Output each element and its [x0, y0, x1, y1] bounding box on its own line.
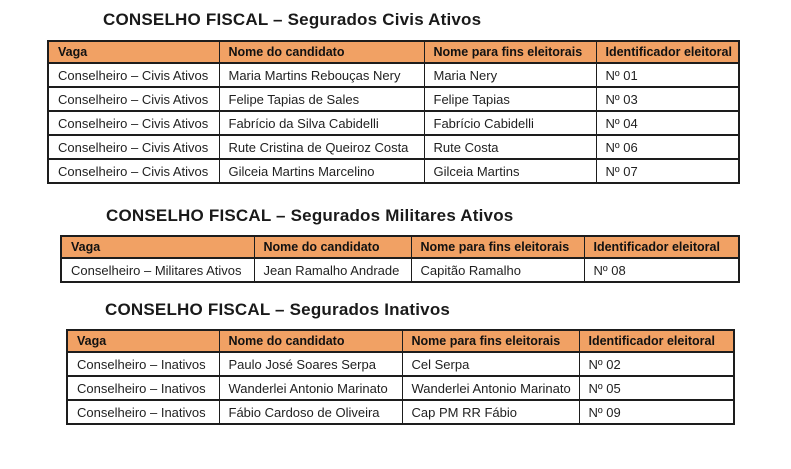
table-row [67, 376, 734, 400]
table-civis-ativos [47, 40, 740, 184]
table-cell: Nº 05 [579, 376, 734, 400]
column-header: Vaga [48, 41, 219, 63]
table-row [48, 159, 739, 183]
table-cell: Conselheiro – Civis Ativos [48, 63, 219, 87]
table-row [48, 63, 739, 87]
table-row [48, 111, 739, 135]
table-cell: Maria Nery [424, 63, 596, 87]
table-cell: Nº 08 [584, 258, 739, 282]
table-cell: Rute Cristina de Queiroz Costa [219, 135, 424, 159]
table-row [48, 135, 739, 159]
table-cell: Gilceia Martins [424, 159, 596, 183]
section-title-civis-ativos: CONSELHO FISCAL – Segurados Civis Ativos [103, 10, 482, 29]
table-cell: Paulo José Soares Serpa [219, 352, 402, 376]
table-header-row [67, 330, 734, 352]
table-cell: Felipe Tapias [424, 87, 596, 111]
table-cell: Conselheiro – Civis Ativos [48, 111, 219, 135]
table-row [67, 400, 734, 424]
table-cell: Capitão Ramalho [411, 258, 584, 282]
table-cell: Conselheiro – Inativos [67, 376, 219, 400]
column-header: Vaga [67, 330, 219, 352]
table-row [61, 258, 739, 282]
table-cell: Cel Serpa [402, 352, 579, 376]
table-cell: Nº 09 [579, 400, 734, 424]
table-cell: Gilceia Martins Marcelino [219, 159, 424, 183]
table-cell: Fabrício Cabidelli [424, 111, 596, 135]
table-cell: Nº 03 [596, 87, 739, 111]
column-header: Nome para fins eleitorais [402, 330, 579, 352]
table-cell: Conselheiro – Inativos [67, 400, 219, 424]
table-cell: Conselheiro – Civis Ativos [48, 87, 219, 111]
column-header: Nome do candidato [219, 330, 402, 352]
table-header-row [48, 41, 739, 63]
table-inativos [66, 329, 735, 425]
table-cell: Fábio Cardoso de Oliveira [219, 400, 402, 424]
table-cell: Cap PM RR Fábio [402, 400, 579, 424]
column-header: Identificador eleitoral [584, 236, 739, 258]
table-row [67, 352, 734, 376]
table-cell: Conselheiro – Militares Ativos [61, 258, 254, 282]
table-row [48, 87, 739, 111]
column-header: Nome do candidato [254, 236, 411, 258]
table-cell: Conselheiro – Civis Ativos [48, 135, 219, 159]
table-cell: Maria Martins Rebouças Nery [219, 63, 424, 87]
table-cell: Rute Costa [424, 135, 596, 159]
table-cell: Wanderlei Antonio Marinato [219, 376, 402, 400]
column-header: Vaga [61, 236, 254, 258]
column-header: Nome para fins eleitorais [411, 236, 584, 258]
table-cell: Nº 01 [596, 63, 739, 87]
section-title-inativos: CONSELHO FISCAL – Segurados Inativos [105, 300, 451, 319]
section-title-militares-ativos: CONSELHO FISCAL – Segurados Militares Ativos [106, 206, 514, 225]
table-cell: Nº 06 [596, 135, 739, 159]
table-militares-ativos [60, 235, 740, 283]
table-header-row [61, 236, 739, 258]
table-cell: Felipe Tapias de Sales [219, 87, 424, 111]
table-cell: Conselheiro – Inativos [67, 352, 219, 376]
table-cell: Conselheiro – Civis Ativos [48, 159, 219, 183]
table-cell: Nº 07 [596, 159, 739, 183]
table-cell: Jean Ramalho Andrade [254, 258, 411, 282]
table-cell: Wanderlei Antonio Marinato [402, 376, 579, 400]
column-header: Identificador eleitoral [579, 330, 734, 352]
table-cell: Fabrício da Silva Cabidelli [219, 111, 424, 135]
table-cell: Nº 02 [579, 352, 734, 376]
column-header: Nome para fins eleitorais [424, 41, 596, 63]
column-header: Identificador eleitoral [596, 41, 739, 63]
table-cell: Nº 04 [596, 111, 739, 135]
column-header: Nome do candidato [219, 41, 424, 63]
